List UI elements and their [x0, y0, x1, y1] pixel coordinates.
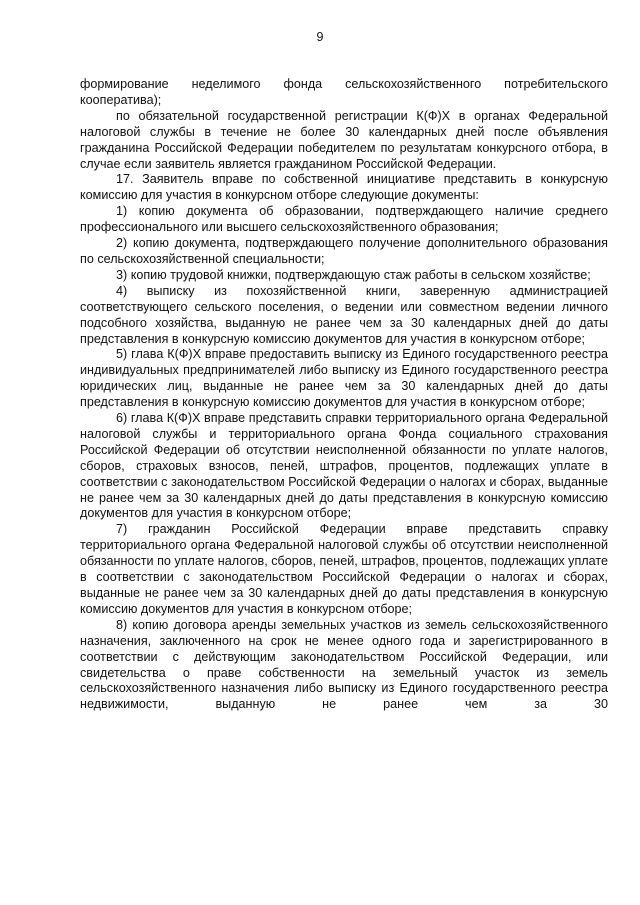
list-item-4: 4) выписку из похозяйственной книги, заверенную администрацией соответствующего сельского поселения, о ведении или совместном ведении личного подсобного хозяйства, выданную не ранее чем за 30 календарных дней до даты представления в конкурсную комиссию документов для участия в конкурсном отборе;: [80, 283, 608, 346]
list-item-7: 7) гражданин Российской Федерации вправе представить справку территориального органа Федеральной налоговой службы об отсутствии неисполненной обязанности по уплате налогов, сборов, пеней, штрафов, процентов, подлежащих уплате в соответствии с законодательством Российской Федерации о налогах и сборах, выданные не ранее чем за 30 календарных дней до даты представления в конкурсную комиссию документов для участия в конкурсном отборе;: [80, 522, 608, 616]
list-item-2: 2) копию документа, подтверждающего получение дополнительного образования по сельскохозяйственной специальности;: [80, 236, 608, 266]
list-item-8: 8) копию договора аренды земельных участков из земель сельскохозяйственного назначения, заключенного на срок не менее одного года и зарегистрированного в соответствии с действующим законодательством Российской Федерации, или свидетельства о праве собственности на земельный участок из земель сельскохозяйственного назначения либо выписку из Единого государственного реестра недвижимости, выданную не ранее чем за 30: [80, 617, 608, 712]
page-number: 9: [316, 30, 324, 44]
list-item-1: 1) копию документа об образовании, подтверждающего наличие среднего профессионального или высшего сельскохозяйственного образования;: [80, 204, 608, 235]
list-item-5: 5) глава К(Ф)Х вправе предоставить выписку из Единого государственного реестра индивидуальных предпринимателей либо выписку из Единого государственного реестра юридических лиц, выданные не ранее чем за 30 календарных дней до даты представления в конкурсную комиссию документов для участия в конкурсном отборе;: [80, 347, 608, 410]
paragraph-17: 17. Заявитель вправе по собственной инициативе представить в конкурсную комиссию для участия в конкурсном отборе следующие документы:: [80, 172, 608, 203]
document-body: [80, 77, 608, 713]
paragraph-1: по обязательной государственной регистрации К(Ф)Х в органах Федеральной налоговой службы в течение не более 30 календарных дней после объявления гражданина Российской Федерации победителем по результатам конкурсного отбора, в случае если заявитель является гражданином Российской Федерации.: [80, 108, 608, 171]
list-item-6: 6) глава К(Ф)Х вправе представить справки территориального органа Федеральной налоговой службы и территориального органа Фонда социального страхования Российской Федерации об отсутствии неисполненной обязанности по уплате налогов, сборов, страховых взносов, пеней, штрафов, процентов, подлежащих уплате в соответствии с законодательством Российской Федерации о налогах и сборах, выданные не ранее чем за 30 календарных дней до даты представления в конкурсную комиссию документов для участия в конкурсном отборе;: [80, 411, 608, 521]
list-item-3: 3) копию трудовой книжки, подтверждающую стаж работы в сельском хозяйстве;: [116, 267, 591, 282]
paragraph-0: формирование неделимого фонда сельскохозяйственного потребительского кооператива);: [80, 77, 608, 107]
